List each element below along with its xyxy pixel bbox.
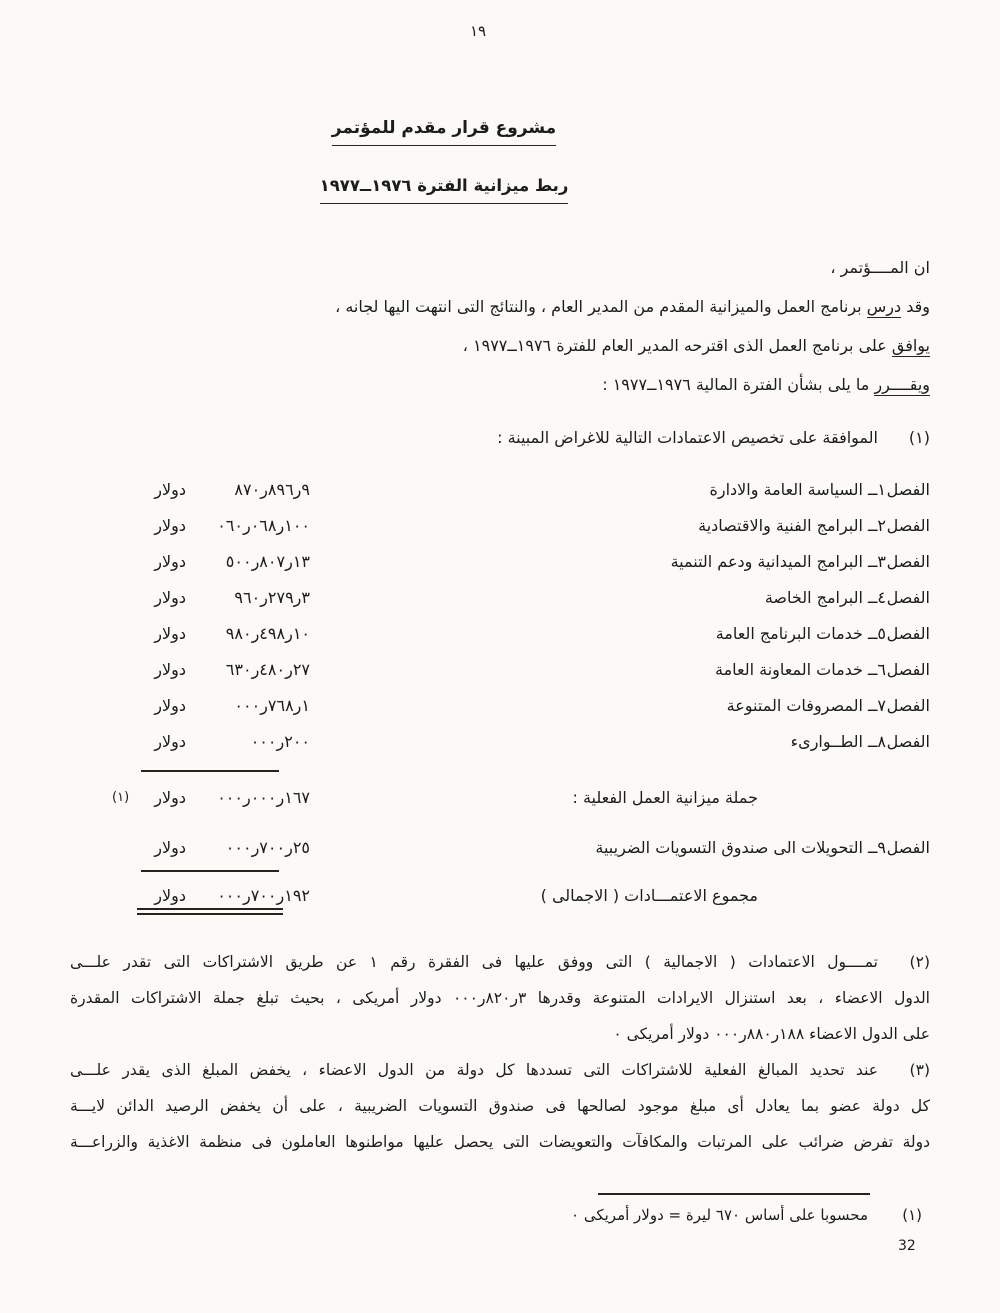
paragraph-2-marker: (٢) [909, 953, 930, 971]
document-title: مشروع قرار مقدم للمؤتمر [332, 118, 556, 146]
chapter-row-1 [70, 472, 930, 508]
total-rule [141, 870, 279, 872]
paragraph-3-line-3: دولة تفرض ضرائب على المرتبات والمكافآت والتعويضات التى يحصل عليها مواطنوها العاملون فى منظمة الاغذية والزراعـــة [70, 1133, 930, 1151]
currency-label: دولار [154, 788, 186, 807]
paragraph-3-line-1: عند تحديد المبالغ الفعلية للاشتراكات التى تسددها كل دولة من الدول الاعضاء ، يخفض المبلغ الذى يقدر علـــى [70, 1061, 878, 1079]
chapter-amount: ١ر٧٦٨ر٠٠٠ [234, 696, 310, 715]
preamble-line-4 [70, 365, 930, 404]
preamble [70, 248, 930, 404]
footnote-reference: (١) [112, 790, 130, 805]
chapter-row-4 [70, 580, 930, 616]
paragraph-3 [70, 1052, 930, 1160]
chapter-word: الفصل [886, 696, 930, 715]
chapter-name: ٤ــ البرامج الخاصة [764, 588, 886, 607]
chapter-name: ٧ــ المصروفات المتنوعة [726, 696, 886, 715]
chapter-name: ٦ــ خدمات المعاونة العامة [714, 660, 886, 679]
grand-total-label: مجموع الاعتمـــادات ( الاجمالى ) [540, 886, 758, 905]
chapter-name: ١ــ السياسة العامة والادارة [709, 480, 886, 499]
preamble-line-1-text: ان المــــؤتمر ، [830, 258, 930, 277]
paragraph-2-line-2: الدول الاعضاء ، بعد استنزال الايرادات المتنوعة وقدرها ٣ر٨٢٠ر٠٠٠ دولار أمريكى ، بحيث تبلغ جملة الاشتراكات المقدرة [70, 989, 930, 1007]
footnote-text: محسوبا على أساس ٦٧٠ ليرة = دولار أمريكى ٠ [571, 1206, 868, 1224]
chapter-row-2 [70, 508, 930, 544]
paragraph-3-marker: (٣) [909, 1061, 930, 1079]
paragraph-2-line-1: تمــــول الاعتمادات ( الاجمالية ) التى ووفق عليها فى الفقرة رقم ١ عن طريق الاشتراكات التى تقدر علـــى [70, 953, 878, 971]
preamble-line-4-underlined-word: ويقــــرر [874, 375, 930, 394]
currency-label: دولار [154, 588, 186, 607]
currency-label: دولار [154, 696, 186, 715]
currency-label: دولار [154, 552, 186, 571]
chapter-word: الفصل [886, 516, 930, 535]
chapter-amount: ١٣ر٨٠٧ر٥٠٠ [225, 552, 310, 571]
currency-label: دولار [154, 480, 186, 499]
chapter-row-3 [70, 544, 930, 580]
chapter-name: ٣ــ البرامج الميدانية ودعم التنمية [670, 552, 886, 571]
footnote-marker: (١) [902, 1206, 922, 1224]
preamble-line-2-after: برنامج العمل والميزانية المقدم من المدير العام ، والنتائج التى انتهت اليها لجانه ، [335, 297, 862, 316]
preamble-line-2 [70, 287, 930, 326]
subtotal-amount: ١٦٧ر٠٠٠ر٠٠٠ [217, 788, 310, 807]
page-number-top: ١٩ [469, 22, 487, 40]
chapter-row-7 [70, 688, 930, 724]
chapter-row-5 [70, 616, 930, 652]
subtotal-rule [141, 770, 279, 772]
chapter-amount: ٩ر٨٩٦ر٨٧٠ [234, 480, 310, 499]
chapter-name: ٨ــ الطــوارىء [790, 732, 886, 751]
chapter-row-8 [70, 724, 930, 760]
currency-label: دولار [154, 838, 186, 857]
chapter-row-6 [70, 652, 930, 688]
chapter-word: الفصل [886, 552, 930, 571]
document-subtitle: ربط ميزانية الفترة ١٩٧٦ــ١٩٧٧ [320, 176, 569, 204]
preamble-line-1 [70, 248, 930, 287]
chapter-name: ٩ــ التحويلات الى صندوق التسويات الضريبية [595, 838, 886, 857]
page-number-bottom: 32 [898, 1238, 916, 1254]
chapter-name: ٥ــ خدمات البرنامج العامة [715, 624, 886, 643]
chapter-word: الفصل [886, 660, 930, 679]
chapter-amount: ٢٠٠ر٠٠٠ [250, 732, 310, 751]
chapter-amount: ١٠٠ر٠٦٨ر٠٦٠ [217, 516, 310, 535]
chapter-amount: ٢٥ر٧٠٠ر٠٠٠ [225, 838, 310, 857]
chapter-word: الفصل [886, 588, 930, 607]
double-rule-top [137, 908, 283, 910]
chapter-row-9 [70, 830, 930, 866]
section-1-marker: (١) [908, 428, 930, 447]
preamble-line-4-after: ما يلى بشأن الفترة المالية ١٩٧٦ــ١٩٧٧ : [602, 375, 870, 394]
preamble-line-2-underlined-word: درس [866, 297, 902, 316]
double-rule-bottom [137, 913, 283, 915]
preamble-line-3-after: على برنامج العمل الذى اقترحه المدير العام للفترة ١٩٧٦ــ١٩٧٧ ، [462, 336, 887, 355]
subtitle-band [0, 176, 888, 204]
section-1-intro-text: الموافقة على تخصيص الاعتمادات التالية للاغراض المبينة : [497, 428, 878, 447]
preamble-line-3 [70, 326, 930, 365]
chapter-amount: ١٠ر٤٩٨ر٩٨٠ [225, 624, 310, 643]
paragraph-2-line-3: على الدول الاعضاء ١٨٨ر٨٨٠ر٠٠٠ دولار أمريكى ٠ [613, 1025, 930, 1043]
currency-label: دولار [154, 660, 186, 679]
currency-label: دولار [154, 516, 186, 535]
chapter-word: الفصل [886, 480, 930, 499]
subtotal-label: جملة ميزانية العمل الفعلية : [572, 788, 758, 807]
footnote-separator [598, 1193, 870, 1195]
preamble-line-3-underlined-word: يوافق [891, 336, 930, 355]
grand-total-amount: ١٩٢ر٧٠٠ر٠٠٠ [217, 886, 310, 905]
chapter-name: ٢ــ البرامج الفنية والاقتصادية [698, 516, 886, 535]
subtotal-row [70, 780, 930, 816]
paragraph-3-line-2: كل دولة عضو بما يعادل أى مبلغ موجود لصالحها فى صندوق التسويات الضريبية ، على أن يخفض الرصيد الدائن لايـــة [70, 1097, 930, 1115]
title-band [0, 118, 888, 146]
chapter-amount: ٣ر٢٧٩ر٩٦٠ [234, 588, 310, 607]
paragraph-2 [70, 944, 930, 1052]
chapter-word: الفصل [886, 838, 930, 857]
currency-label: دولار [154, 732, 186, 751]
preamble-line-2-before: وقد [906, 297, 930, 316]
chapter-word: الفصل [886, 732, 930, 751]
currency-label: دولار [154, 886, 186, 905]
chapter-amount: ٢٧ر٤٨٠ر٦٣٠ [225, 660, 310, 679]
chapter-word: الفصل [886, 624, 930, 643]
section-1-intro-row [70, 420, 930, 456]
currency-label: دولار [154, 624, 186, 643]
